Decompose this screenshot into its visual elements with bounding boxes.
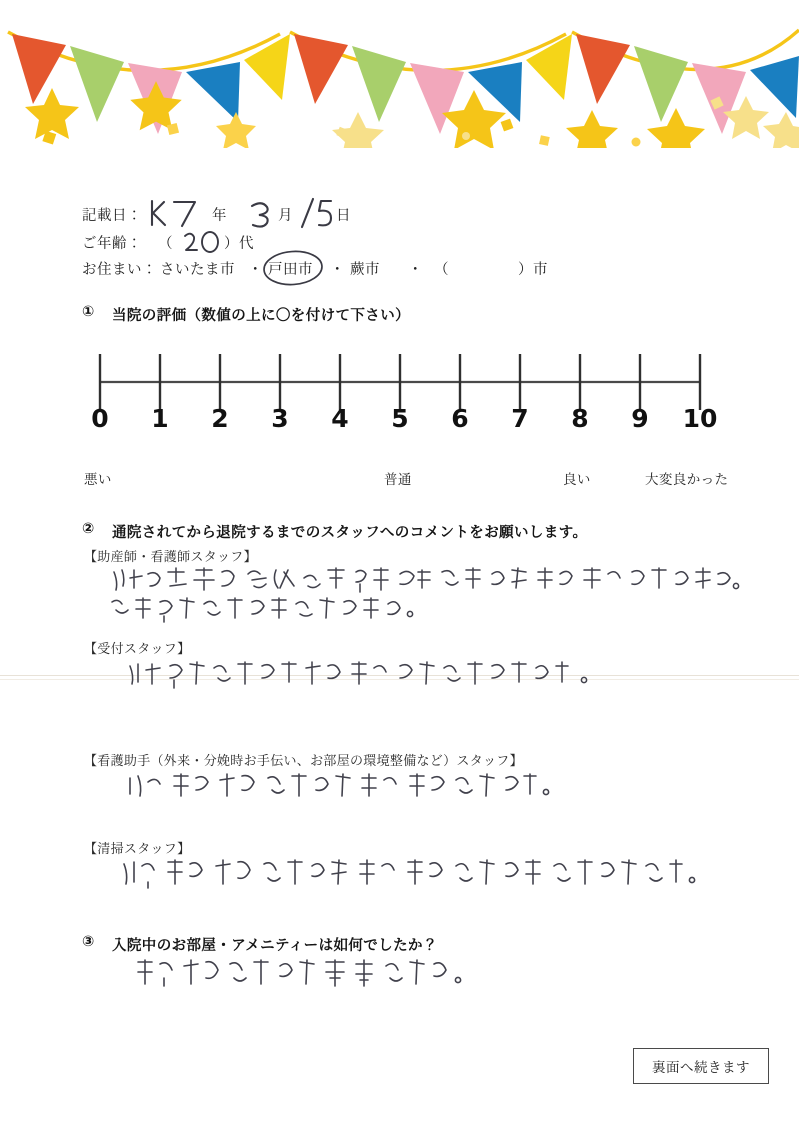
- question3-text: 入院中のお部屋・アメニティーは如何でしたか？: [112, 938, 438, 954]
- scale-tick-1[interactable]: 1: [151, 404, 169, 433]
- scale-tick-9[interactable]: 9: [631, 404, 649, 433]
- scale-tick-10[interactable]: 10: [682, 404, 718, 433]
- question1-text: 当院の評価（数値の上に〇を付けて下さい）: [112, 308, 410, 324]
- scale-tick-5[interactable]: 5: [391, 404, 409, 433]
- question2-number: ②: [82, 521, 95, 537]
- answer-room-amenity-handwritten: [134, 958, 464, 992]
- question3-number: ③: [82, 934, 95, 950]
- age-close-paren: ）代: [224, 236, 254, 252]
- age-label: ご年齢：: [82, 236, 142, 252]
- answer-midwife-nurse-handwritten: [108, 562, 740, 624]
- answer-reception-handwritten: [124, 660, 594, 694]
- scale-tick-7[interactable]: 7: [511, 404, 529, 433]
- date-year-unit: 年: [212, 208, 227, 224]
- age-value-handwritten: [182, 228, 222, 256]
- scale-tick-6[interactable]: 6: [451, 404, 469, 433]
- date-label: 記載日：: [82, 208, 142, 224]
- scale-anchor-good: 良い: [563, 472, 591, 488]
- age-open-paren: （: [158, 236, 173, 252]
- scale-tick-3[interactable]: 3: [271, 404, 289, 433]
- address-separator-2: ・: [330, 262, 345, 278]
- address-other-open-paren: （: [434, 262, 449, 278]
- scale-anchor-bad: 悪い: [84, 472, 112, 488]
- continue-to-back-label: 裏面へ続きます: [652, 1060, 750, 1076]
- question1-number: ①: [82, 304, 95, 320]
- address-label: お住まい：: [82, 262, 157, 278]
- address-separator-1: ・: [248, 262, 263, 278]
- address-separator-3: ・: [408, 262, 423, 278]
- address-option-toda[interactable]: 戸田市: [268, 262, 313, 278]
- date-day-handwritten: [298, 196, 336, 230]
- date-year-handwritten: [146, 196, 202, 230]
- address-other-close-paren: ）市: [518, 262, 548, 278]
- section-label-midwife-nurse: 【助産師・看護師スタッフ】: [84, 550, 257, 565]
- address-selection-circle: [260, 248, 326, 288]
- scale-anchor-excellent: 大変良かった: [645, 472, 729, 488]
- answer-cleaning-handwritten: [118, 858, 698, 894]
- date-month-handwritten: [248, 198, 274, 230]
- answer-nursing-assistant-handwritten: [124, 772, 554, 806]
- date-day-unit: 日: [336, 208, 351, 224]
- scale-tick-8[interactable]: 8: [571, 404, 589, 433]
- section-label-nursing-assistant: 【看護助手（外来・分娩時お手伝い、お部屋の環境整備など）スタッフ】: [84, 754, 523, 769]
- scale-tick-4[interactable]: 4: [331, 404, 349, 433]
- section-label-reception: 【受付スタッフ】: [84, 642, 191, 657]
- scale-tick-0[interactable]: 0: [91, 404, 109, 433]
- scale-anchor-average: 普通: [384, 472, 412, 488]
- address-option-warabi[interactable]: 蕨市: [350, 262, 380, 278]
- address-option-saitama[interactable]: さいたま市: [160, 262, 235, 278]
- scale-tick-2[interactable]: 2: [211, 404, 229, 433]
- continue-to-back-box: [633, 1048, 769, 1084]
- date-month-unit: 月: [278, 208, 293, 224]
- section-label-cleaning: 【清掃スタッフ】: [84, 842, 191, 857]
- question2-text: 通院されてから退院するまでのスタッフへのコメントをお願いします。: [112, 525, 588, 541]
